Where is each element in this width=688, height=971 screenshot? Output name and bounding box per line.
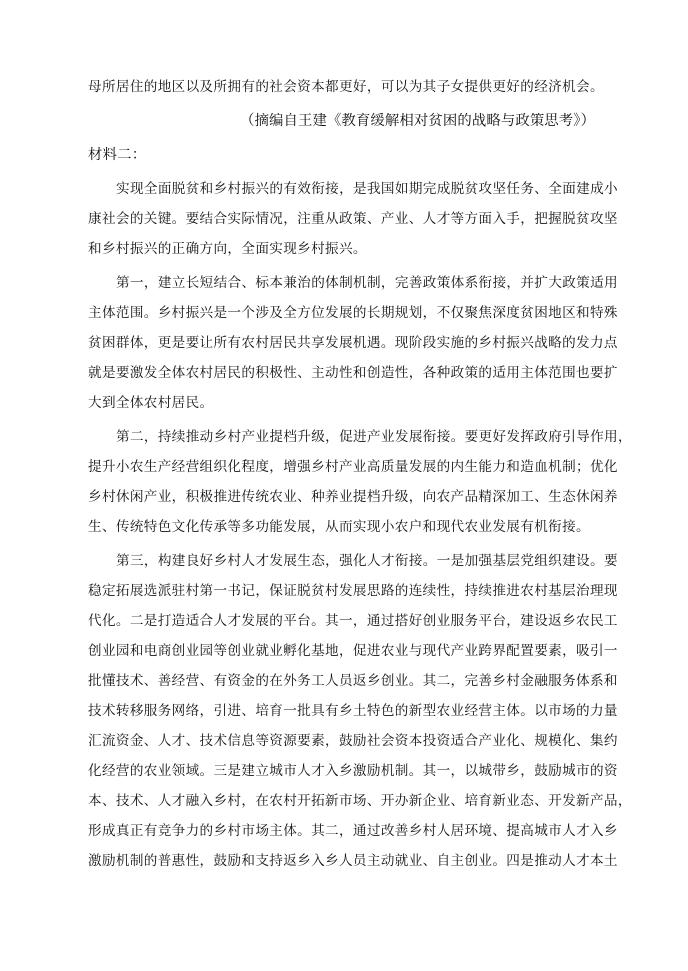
paragraph-3-line-3: 乡村休闲产业，积极推进传统农业、种养业提档升级，向农产品精深加工、生态休闲养 <box>88 489 618 505</box>
paragraph-4-line-6: 技术转移服务网络，引进、培育一批具有乡土特色的新型农业经营主体。以市场的力量 <box>88 703 618 719</box>
material-label: 材料二： <box>88 147 147 163</box>
paragraph-4-line-11: 激励机制的普惠性，鼓励和支持返乡入乡人员主动就业、自主创业。四是推动人才本土 <box>88 853 618 869</box>
paragraph-4-line-2: 稳定拓展选派驻村第一书记，保证脱贫村发展思路的连续性，持续推进农村基层治理现 <box>88 583 618 599</box>
paragraph-2-line-3: 贫困群体，更是要让所有农村居民共享发展机遇。现阶段实施的乡村振兴战略的发力点 <box>88 335 618 351</box>
paragraph-2-line-4: 就是要激发全体农村居民的积极性、主动性和创造性，各种政策的适用主体范围也要扩 <box>88 365 618 381</box>
paragraph-4-line-8: 化经营的农业领域。三是建立城市人才入乡激励机制。其一，以城带乡，鼓励城市的资 <box>88 763 618 779</box>
paragraph-4-line-3: 代化。二是打造适合人才发展的平台。其一，通过搭好创业服务平台，建设返乡农民工 <box>88 613 618 629</box>
paragraph-3-line-2: 提升小农生产经营组织化程度，增强乡村产业高质量发展的内生能力和造血机制；优化 <box>88 459 618 475</box>
paragraph-4-line-9: 本、技术、人才融入乡村，在农村开拓新市场、开办新企业、培育新业态、开发新产品， <box>88 793 632 809</box>
paragraph-4-line-7: 汇流资金、人才、技术信息等资源要素，鼓励社会资本投资适合产业化、规模化、集约 <box>88 733 618 749</box>
opening-line: 母所居住的地区以及所拥有的社会资本都更好，可以为其子女提供更好的经济机会。 <box>88 79 604 95</box>
paragraph-3-line-1: 第二，持续推动乡村产业提档升级，促进产业发展衔接。要更好发挥政府引导作用， <box>116 429 632 445</box>
paragraph-4-line-10: 形成真正有竞争力的乡村市场主体。其二，通过改善乡村人居环境、提高城市人才入乡 <box>88 823 618 839</box>
paragraph-4-line-4: 创业园和电商创业园等创业就业孵化基地，促进农业与现代产业跨界配置要素，吸引一 <box>88 643 618 659</box>
paragraph-3-line-4: 生、传统特色文化传承等多功能发展，从而实现小农户和现代农业发展有机衔接。 <box>88 519 590 535</box>
paragraph-2-line-1: 第一，建立长短结合、标本兼治的体制机制，完善政策体系衔接，并扩大政策适用 <box>116 275 618 291</box>
paragraph-1-line-1: 实现全面脱贫和乡村振兴的有效衔接，是我国如期完成脱贫攻坚任务、全面建成小 <box>116 181 618 197</box>
paragraph-1-line-3: 和乡村振兴的正确方向，全面实现乡村振兴。 <box>88 241 367 257</box>
paragraph-1-line-2: 康社会的关键。要结合实际情况，注重从政策、产业、人才等方面入手，把握脱贫攻坚 <box>88 211 618 227</box>
paragraph-4-line-1: 第三，构建良好乡村人才发展生态，强化人才衔接。一是加强基层党组织建设。要 <box>116 553 618 569</box>
source-citation: （摘编自王建《教育缓解相对贫困的战略与政策思考》） <box>240 113 596 129</box>
paragraph-2-line-5: 大到全体农村居民。 <box>88 395 214 411</box>
paragraph-2-line-2: 主体范围。乡村振兴是一个涉及全方位发展的长期规划，不仅聚焦深度贫困地区和特殊 <box>88 305 618 321</box>
paragraph-4-line-5: 批懂技术、善经营、有资金的在外务工人员返乡创业。其二，完善乡村金融服务体系和 <box>88 673 618 689</box>
